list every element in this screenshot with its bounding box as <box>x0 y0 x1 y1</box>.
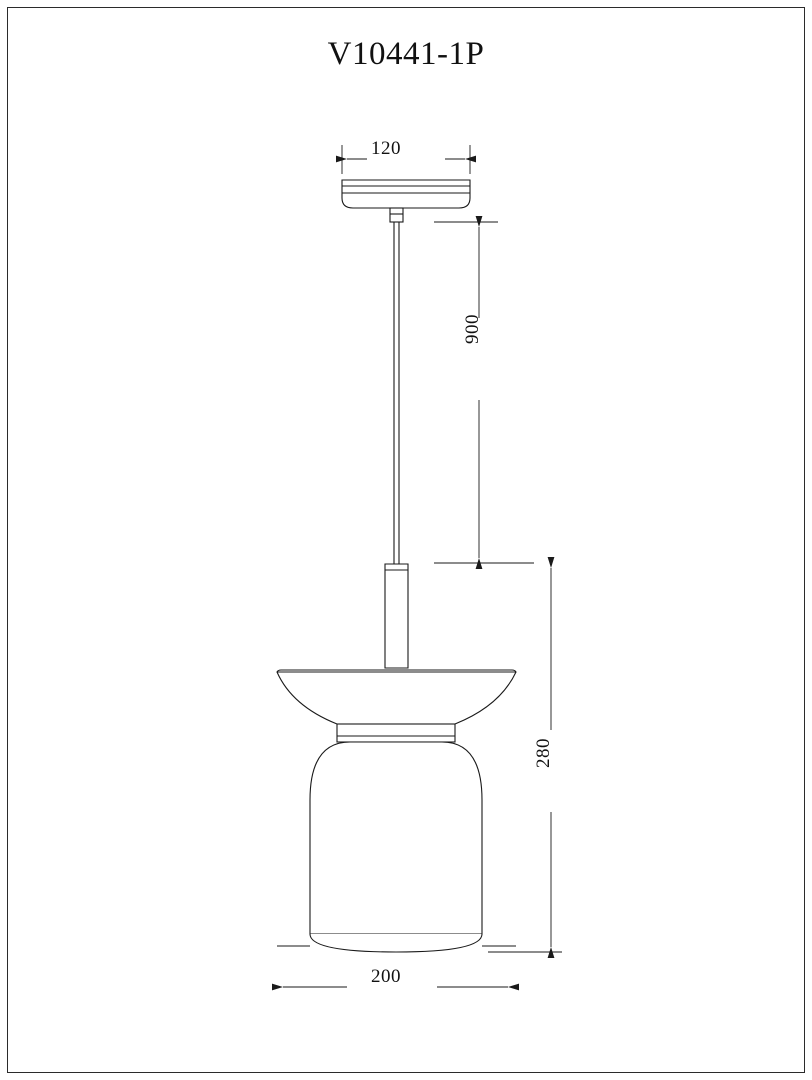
dimension-label-280: 280 <box>533 738 554 768</box>
glass-shade <box>310 742 482 952</box>
stem-tube <box>385 564 408 668</box>
shade-collar <box>337 724 455 742</box>
dim-120 <box>342 145 470 174</box>
upper-dish <box>277 670 516 724</box>
lamp-geometry <box>277 180 516 952</box>
dimension-label-900: 900 <box>462 314 483 344</box>
dimension-label-120: 120 <box>371 138 401 159</box>
canopy <box>342 180 470 208</box>
page-title: V10441-1P <box>327 36 485 72</box>
dim-900 <box>434 222 534 563</box>
dimension-label-200: 200 <box>371 966 401 987</box>
suspension-cable <box>394 222 399 564</box>
cable-grip <box>390 208 403 222</box>
